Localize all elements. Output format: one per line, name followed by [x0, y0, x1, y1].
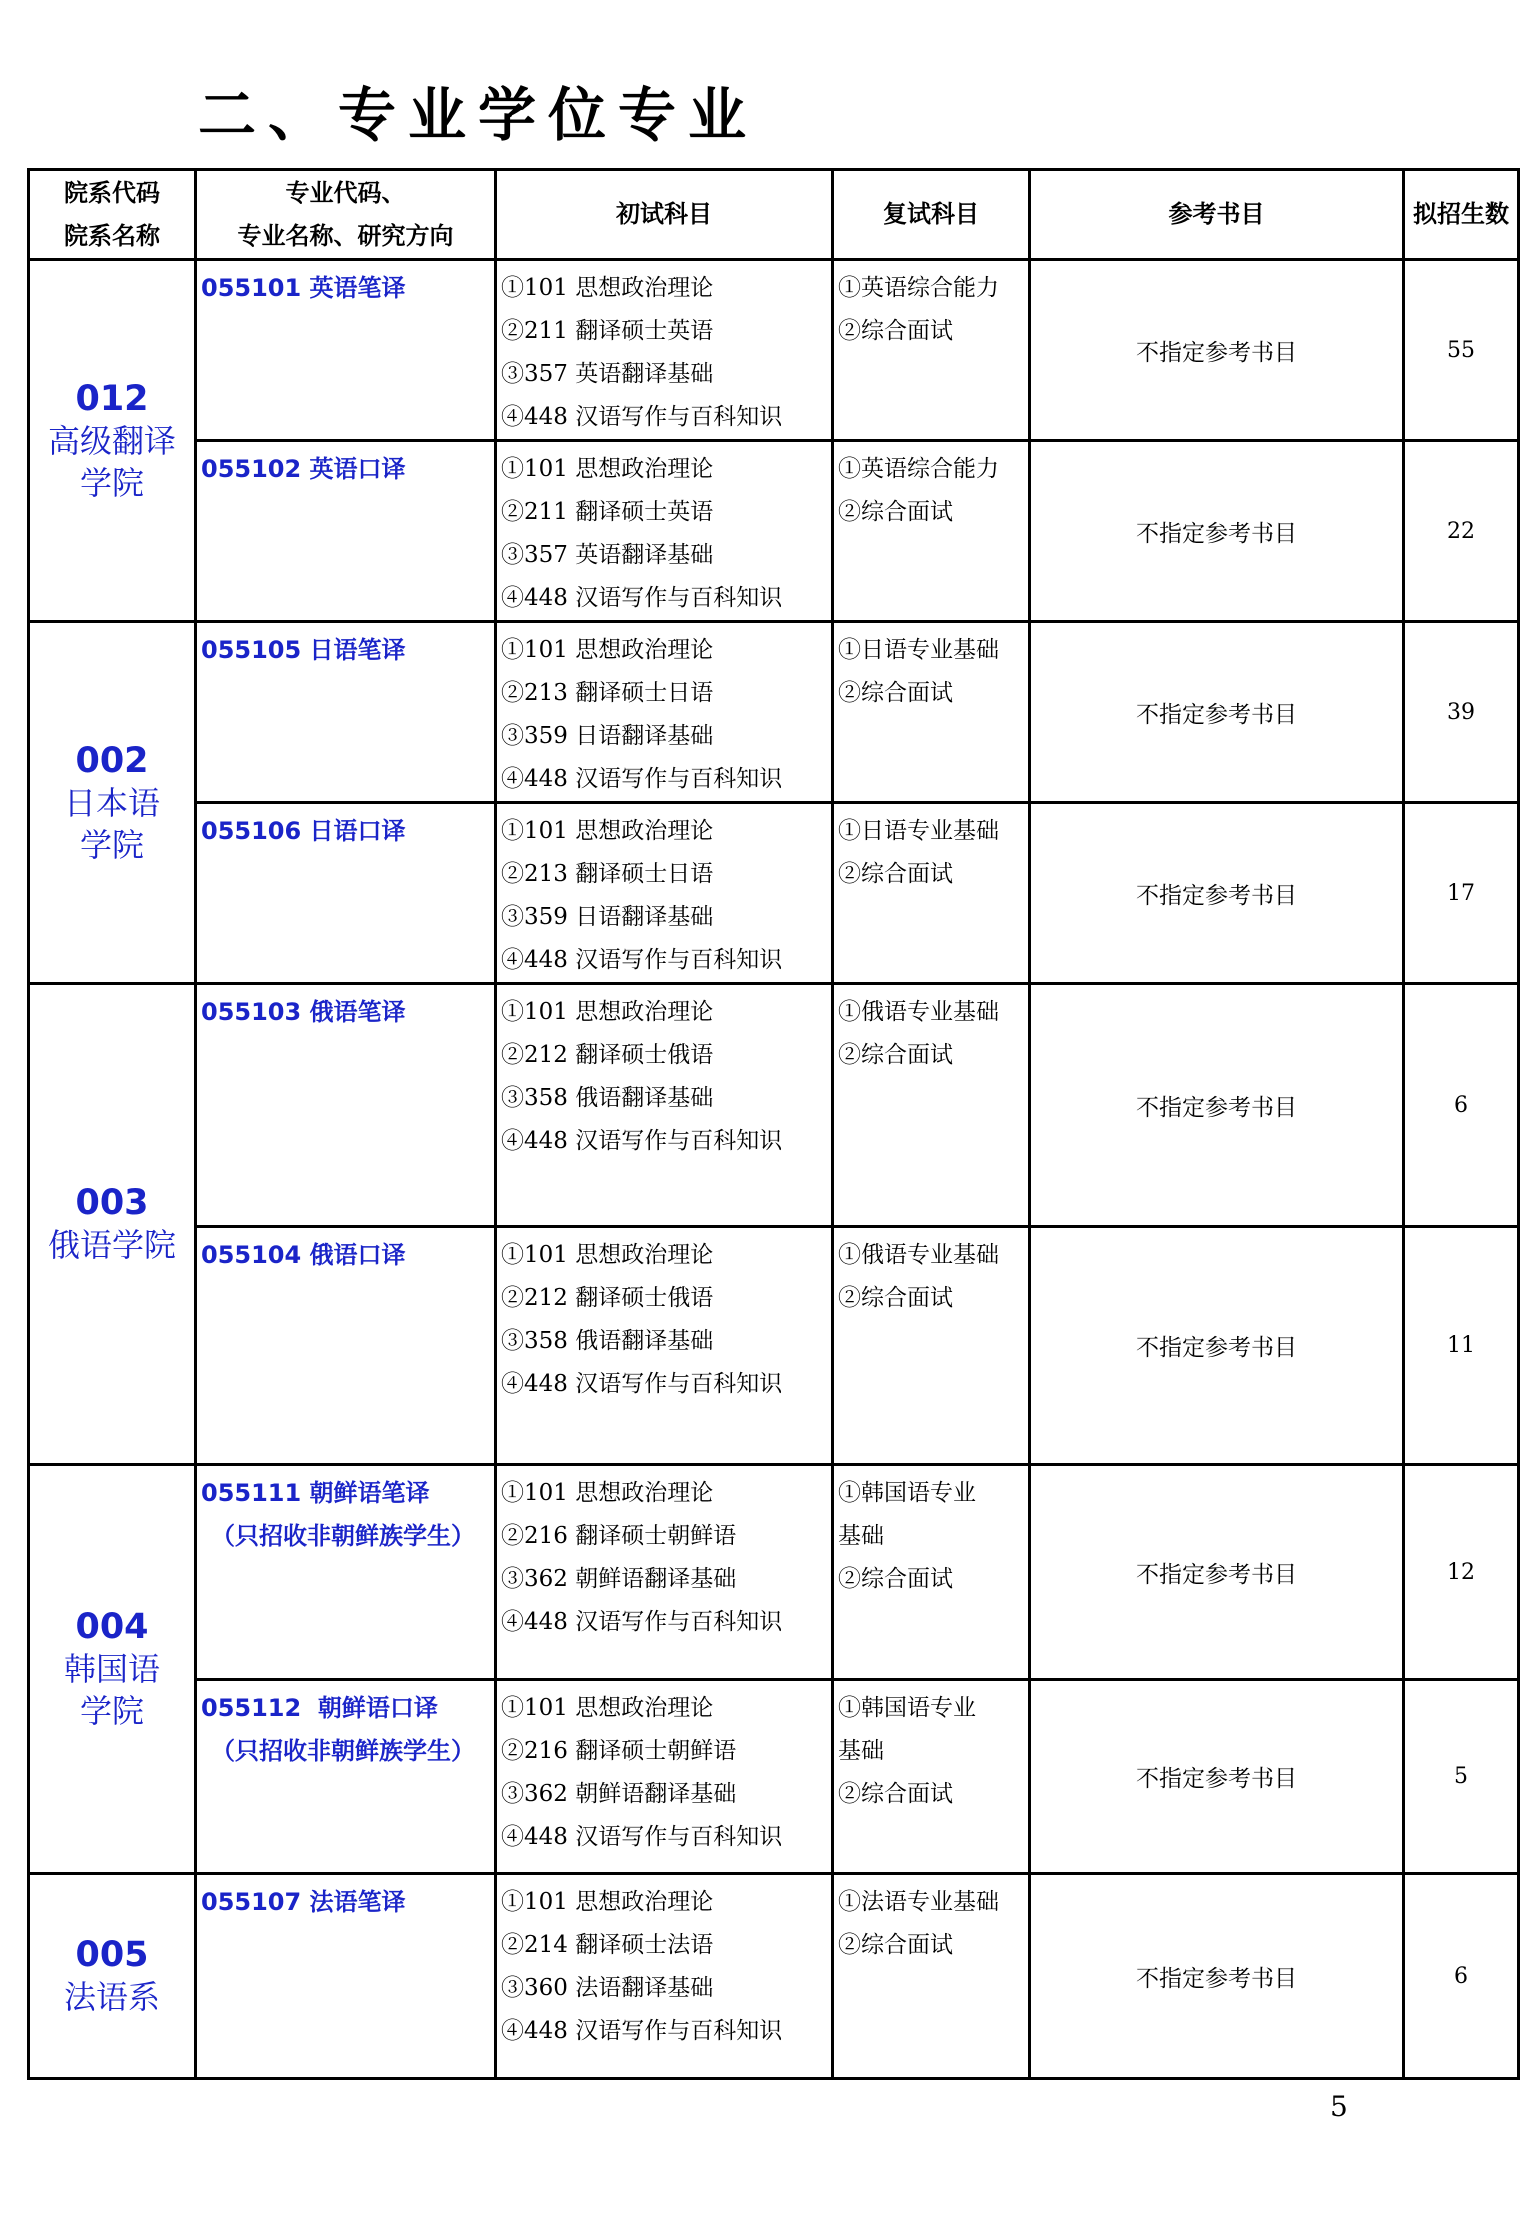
initial-exam-cell [496, 1874, 833, 2079]
initial-exam-cell [496, 803, 833, 984]
initial-exam-cell [496, 441, 833, 622]
reference-cell: 不指定参考书目 [1030, 1227, 1404, 1465]
initial-exam-item: ④448 汉语写作与百科知识 [501, 1128, 783, 1154]
initial-exam-item: ②213 翻译硕士日语 [501, 680, 714, 706]
major-code-name: 055111 朝鲜语笔译 [201, 1479, 430, 1507]
header-reference: 参考书目 [1030, 170, 1404, 260]
initial-exam-item: ②216 翻译硕士朝鲜语 [501, 1523, 737, 1549]
retest-item: 基础 [838, 1738, 884, 1764]
header-initial-exam: 初试科目 [496, 170, 833, 260]
page-number: 5 [1330, 2090, 1348, 2123]
initial-exam-item: ③358 俄语翻译基础 [501, 1328, 714, 1354]
retest-item: ①韩国语专业 [838, 1695, 976, 1721]
reference-cell: 不指定参考书目 [1030, 441, 1404, 622]
major-cell [196, 260, 496, 441]
initial-exam-cell [496, 1227, 833, 1465]
retest-item: ①英语综合能力 [838, 456, 999, 482]
section-title: 二、专业学位专业 [198, 81, 759, 149]
major-code-name: 055106 日语口译 [201, 817, 406, 845]
retest-cell [833, 622, 1030, 803]
retest-cell [833, 1465, 1030, 1680]
initial-exam-cell [496, 260, 833, 441]
major-note: （只招收非朝鲜族学生） [211, 1737, 475, 1765]
initial-exam-item: ②216 翻译硕士朝鲜语 [501, 1738, 737, 1764]
retest-item: ①日语专业基础 [838, 818, 999, 844]
retest-item: ②综合面试 [838, 1285, 953, 1311]
dept-name-line2: 学院 [79, 1692, 144, 1730]
initial-exam-item: ③359 日语翻译基础 [501, 723, 714, 749]
header-dept-line2: 院系名称 [64, 221, 160, 250]
initial-exam-item: ③358 俄语翻译基础 [501, 1085, 714, 1111]
initial-exam-item: ④448 汉语写作与百科知识 [501, 1371, 783, 1397]
initial-exam-item: ②211 翻译硕士英语 [501, 318, 714, 344]
initial-exam-item: ②211 翻译硕士英语 [501, 499, 714, 525]
initial-exam-item: ④448 汉语写作与百科知识 [501, 947, 783, 973]
dept-name-line2: 学院 [79, 463, 144, 502]
retest-item: ①英语综合能力 [838, 275, 999, 301]
retest-item: ②综合面试 [838, 1932, 953, 1958]
dept-cell [29, 622, 196, 984]
reference-cell: 不指定参考书目 [1030, 1465, 1404, 1680]
dept-name-line2: 学院 [79, 825, 144, 864]
major-code-name: 055105 日语笔译 [201, 636, 406, 664]
retest-cell [833, 441, 1030, 622]
table-row [29, 1465, 1519, 1680]
initial-exam-item: ①101 思想政治理论 [501, 1242, 714, 1268]
dept-code: 005 [75, 1935, 149, 1975]
retest-item: ②综合面试 [838, 680, 953, 706]
initial-exam-item: ③362 朝鲜语翻译基础 [501, 1566, 737, 1592]
retest-item: ①俄语专业基础 [838, 1242, 999, 1268]
header-enrollment: 拟招生数 [1404, 170, 1519, 260]
table-row [29, 1680, 1519, 1874]
initial-exam-item: ④448 汉语写作与百科知识 [501, 766, 783, 792]
table-row [29, 1227, 1519, 1465]
retest-item: ②综合面试 [838, 1566, 953, 1592]
retest-cell [833, 984, 1030, 1227]
dept-cell [29, 1874, 196, 2079]
enrollment-cell: 12 [1404, 1465, 1519, 1680]
reference-cell: 不指定参考书目 [1030, 984, 1404, 1227]
major-cell [196, 622, 496, 803]
initial-exam-item: ①101 思想政治理论 [501, 999, 714, 1025]
enrollment-cell: 17 [1404, 803, 1519, 984]
enrollment-cell: 6 [1404, 984, 1519, 1227]
initial-exam-cell [496, 1680, 833, 1874]
initial-exam-item: ①101 思想政治理论 [501, 275, 714, 301]
dept-name-line1: 俄语学院 [47, 1226, 176, 1264]
retest-cell [833, 803, 1030, 984]
table-row [29, 622, 1519, 803]
initial-exam-item: ①101 思想政治理论 [501, 1695, 714, 1721]
retest-item: 基础 [838, 1523, 884, 1549]
major-note: （只招收非朝鲜族学生） [211, 1522, 475, 1550]
major-cell [196, 1227, 496, 1465]
header-retest: 复试科目 [833, 170, 1030, 260]
retest-cell [833, 1680, 1030, 1874]
retest-cell [833, 1874, 1030, 2079]
major-cell [196, 803, 496, 984]
initial-exam-item: ③357 英语翻译基础 [501, 542, 714, 568]
dept-name-line1: 韩国语 [63, 1650, 160, 1688]
retest-item: ①日语专业基础 [838, 637, 999, 663]
initial-exam-item: ③360 法语翻译基础 [501, 1975, 714, 2001]
enrollment-cell: 39 [1404, 622, 1519, 803]
enrollment-cell: 55 [1404, 260, 1519, 441]
reference-cell: 不指定参考书目 [1030, 260, 1404, 441]
retest-cell [833, 1227, 1030, 1465]
table-row [29, 260, 1519, 441]
reference-cell: 不指定参考书目 [1030, 1874, 1404, 2079]
major-cell [196, 441, 496, 622]
initial-exam-item: ②214 翻译硕士法语 [501, 1932, 714, 1958]
major-code-name: 055102 英语口译 [201, 455, 406, 483]
major-cell [196, 1680, 496, 1874]
major-cell [196, 984, 496, 1227]
initial-exam-item: ④448 汉语写作与百科知识 [501, 2018, 783, 2044]
dept-cell [29, 1465, 196, 1874]
initial-exam-item: ①101 思想政治理论 [501, 1889, 714, 1915]
major-code-name: 055107 法语笔译 [201, 1888, 406, 1916]
retest-item: ①法语专业基础 [838, 1889, 999, 1915]
reference-cell: 不指定参考书目 [1030, 622, 1404, 803]
enrollment-cell: 6 [1404, 1874, 1519, 2079]
dept-code: 012 [75, 378, 149, 419]
dept-name-line1: 高级翻译 [47, 421, 176, 460]
major-code-name: 055103 俄语笔译 [201, 998, 406, 1026]
initial-exam-item: ③359 日语翻译基础 [501, 904, 714, 930]
enrollment-cell: 11 [1404, 1227, 1519, 1465]
initial-exam-cell [496, 622, 833, 803]
table-row [29, 441, 1519, 622]
enrollment-cell: 5 [1404, 1680, 1519, 1874]
initial-exam-item: ③357 英语翻译基础 [501, 361, 714, 387]
dept-cell [29, 984, 196, 1465]
major-code-name: 055104 俄语口译 [201, 1241, 406, 1269]
major-code-name: 055112 朝鲜语口译 [201, 1694, 438, 1722]
retest-item: ②综合面试 [838, 1042, 953, 1068]
initial-exam-item: ②212 翻译硕士俄语 [501, 1042, 714, 1068]
dept-code: 004 [75, 1607, 149, 1647]
initial-exam-item: ④448 汉语写作与百科知识 [501, 585, 783, 611]
initial-exam-item: ④448 汉语写作与百科知识 [501, 1824, 783, 1850]
dept-code: 003 [75, 1183, 149, 1223]
table-row [29, 803, 1519, 984]
retest-item: ②综合面试 [838, 1781, 953, 1807]
admissions-table [27, 168, 1520, 2080]
initial-exam-item: ②213 翻译硕士日语 [501, 861, 714, 887]
table-row [29, 984, 1519, 1227]
table-row [29, 1874, 1519, 2079]
header-major-line2: 专业名称、研究方向 [237, 221, 454, 250]
initial-exam-item: ①101 思想政治理论 [501, 1480, 714, 1506]
header-dept [29, 170, 196, 260]
header-row [29, 170, 1519, 260]
retest-item: ①俄语专业基础 [838, 999, 999, 1025]
dept-cell [29, 260, 196, 622]
header-major-line1: 专业代码、 [285, 178, 406, 207]
retest-item: ①韩国语专业 [838, 1480, 976, 1506]
initial-exam-item: ④448 汉语写作与百科知识 [501, 404, 783, 430]
reference-cell: 不指定参考书目 [1030, 1680, 1404, 1874]
retest-item: ②综合面试 [838, 318, 953, 344]
retest-item: ②综合面试 [838, 861, 953, 887]
dept-code: 002 [75, 740, 149, 781]
major-cell [196, 1874, 496, 2079]
initial-exam-item: ④448 汉语写作与百科知识 [501, 1609, 783, 1635]
reference-cell: 不指定参考书目 [1030, 803, 1404, 984]
initial-exam-item: ③362 朝鲜语翻译基础 [501, 1781, 737, 1807]
header-major [196, 170, 496, 260]
major-code-name: 055101 英语笔译 [201, 274, 406, 302]
enrollment-cell: 22 [1404, 441, 1519, 622]
major-cell [196, 1465, 496, 1680]
dept-name-line1: 法语系 [63, 1978, 160, 2016]
dept-name-line1: 日本语 [63, 783, 160, 822]
initial-exam-item: ②212 翻译硕士俄语 [501, 1285, 714, 1311]
initial-exam-item: ①101 思想政治理论 [501, 456, 714, 482]
initial-exam-cell [496, 984, 833, 1227]
initial-exam-cell [496, 1465, 833, 1680]
initial-exam-item: ①101 思想政治理论 [501, 637, 714, 663]
initial-exam-item: ①101 思想政治理论 [501, 818, 714, 844]
retest-item: ②综合面试 [838, 499, 953, 525]
header-dept-line1: 院系代码 [64, 178, 160, 207]
retest-cell [833, 260, 1030, 441]
